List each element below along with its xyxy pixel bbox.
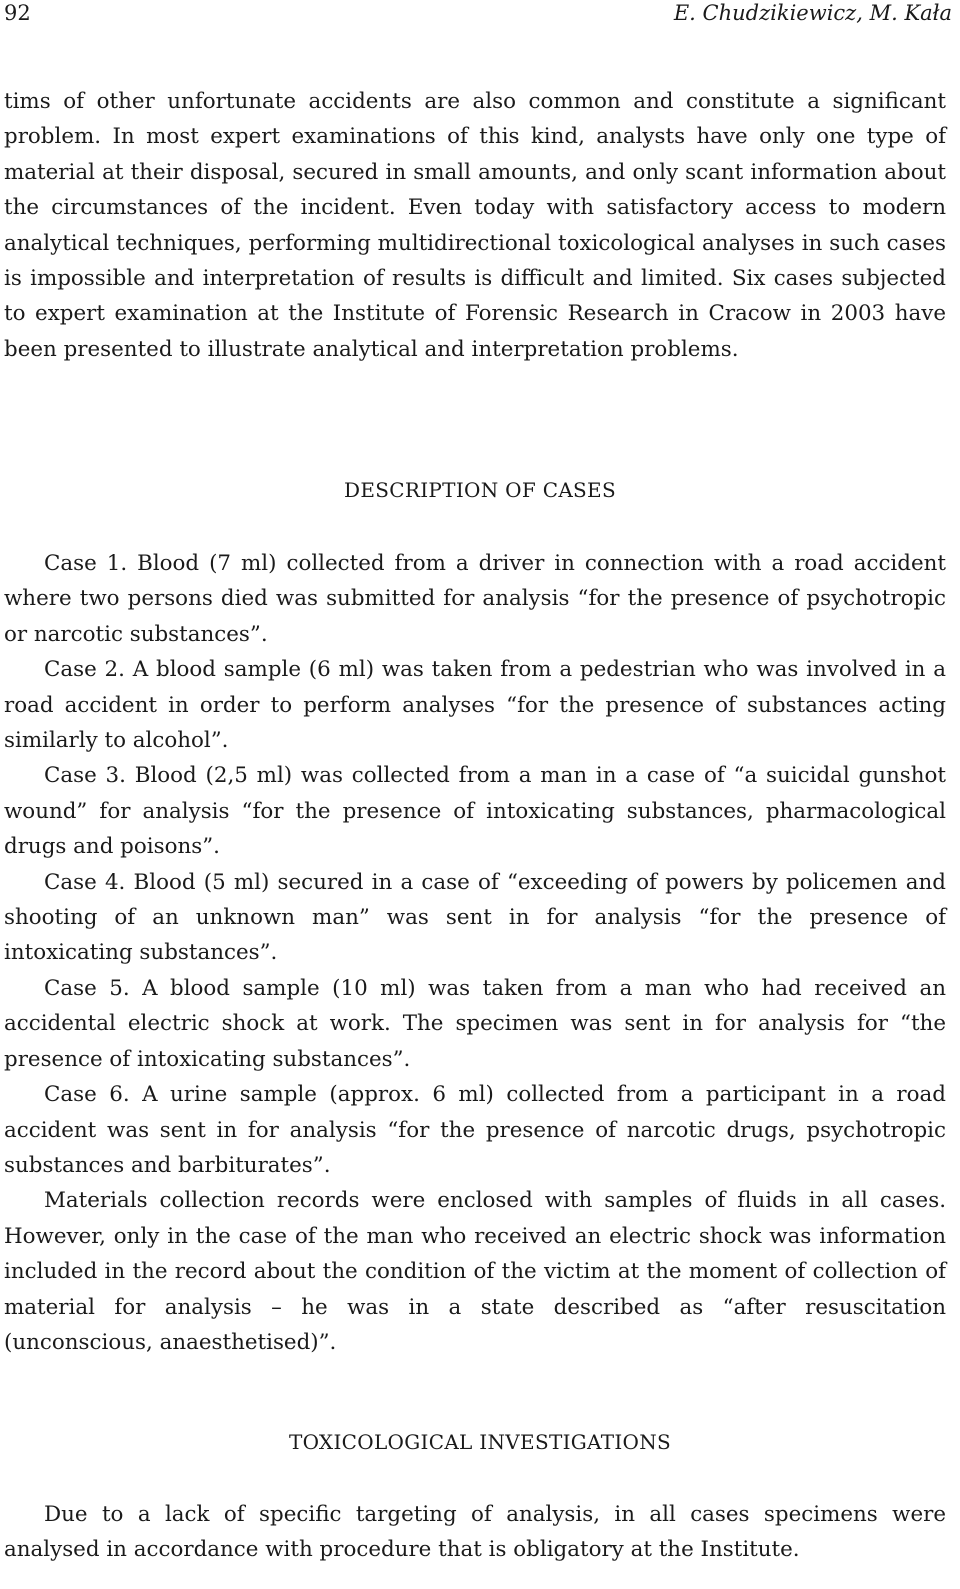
case-paragraph-6: Case 6. A urine sample (approx. 6 ml) collected from a participant in a road accident was sent in for analysis “for the presence of narcotic drugs, psychotropic substances and barbiturates”.: [4, 1082, 946, 1178]
intro-block: [4, 84, 946, 367]
page-number: 92: [4, 1, 31, 25]
intro-paragraph: tims of other unfortunate accidents are also common and constitute a significant problem. In most expert examinations of this kind, analysts have only one type of material at their disposal, secured in small amounts, and only scant information about the circumstances of the incident. Even today with satisfactory access to modern analytical techniques, performing multidirectional toxicological analyses in such cases is impossible and interpretation of results is difficult and limited. Six cases subjected to expert examination at the Institute of Forensic Research in Cracow in 2003 have been presented to illustrate analytical and interpretation problems.: [4, 89, 946, 362]
toxicology-block: [4, 1497, 946, 1568]
cases-block: [4, 546, 946, 1360]
section-heading-toxicological-investigations: TOXICOLOGICAL INVESTIGATIONS: [288, 1430, 672, 1454]
case-paragraph-1: Case 1. Blood (7 ml) collected from a driver in connection with a road accident where two persons died was submitted for analysis “for the presence of psychotropic or narcotic substances”.: [4, 551, 946, 647]
case-paragraph-3: Case 3. Blood (2,5 ml) was collected from a man in a case of “a suicidal gunshot wound” for analysis “for the presence of intoxicating substances, pharmacological drugs and poisons”.: [4, 763, 946, 860]
toxicology-paragraph: Due to a lack of specific targeting of analysis, in all cases specimens were analysed in accordance with procedure that is obligatory at the Institute.: [4, 1502, 946, 1563]
case-paragraph-4: Case 4. Blood (5 ml) secured in a case of “exceeding of powers by policemen and shooting of an unknown man” was sent in for analysis “for the presence of intoxicating substances”.: [4, 869, 946, 966]
section-heading-description-of-cases: DESCRIPTION OF CASES: [344, 478, 616, 502]
case-paragraph-2: Case 2. A blood sample (6 ml) was taken from a pedestrian who was involved in a road accident in order to perform analyses “for the presence of substances acting similarly to alcohol”.: [4, 657, 946, 754]
running-head: [4, 0, 952, 26]
running-head-authors: E. Chudzikiewicz, M. Kała: [673, 1, 952, 25]
case-paragraph-5: Case 5. A blood sample (10 ml) was taken from a man who had received an accidental electric shock at work. The specimen was sent in for analysis for “the presence of intoxicating substances”.: [4, 975, 946, 1072]
materials-collection-paragraph: Materials collection records were enclosed with samples of fluids in all cases. However, only in the case of the man who received an electric shock was information included in the record about the condition of the victim at the moment of collection of material for analysis – he was in a state described as “after resuscitation (unconscious, anaesthetised)”.: [4, 1188, 946, 1355]
